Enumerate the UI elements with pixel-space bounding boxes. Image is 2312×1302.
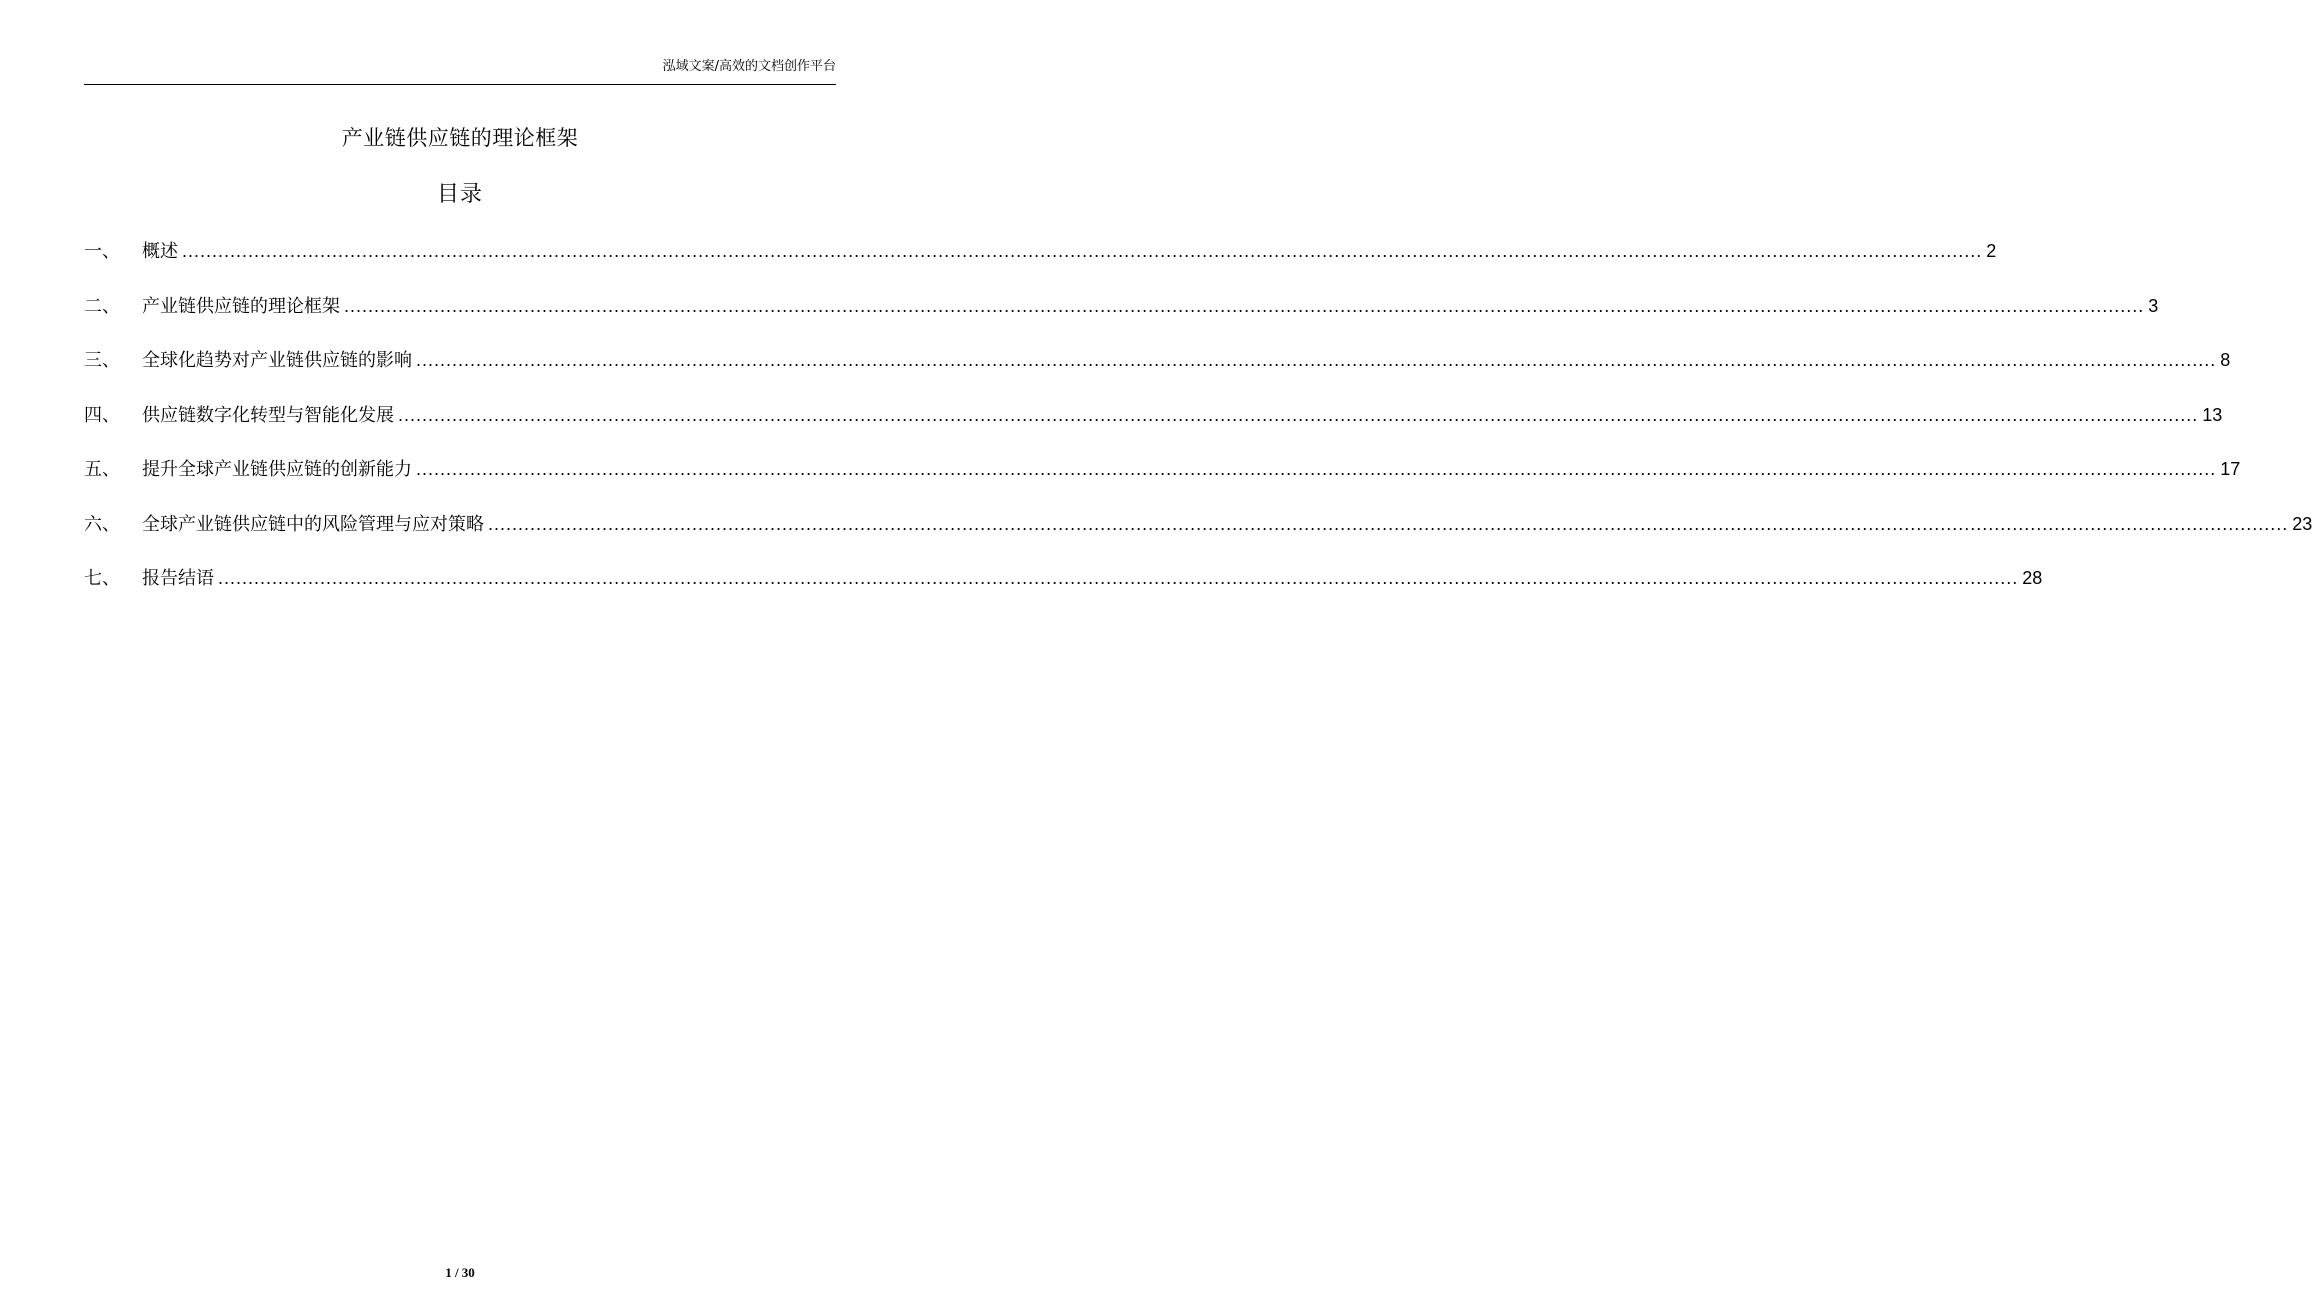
toc-entry-page[interactable]: 3 (2148, 295, 2159, 316)
toc-entry-title[interactable]: 全球化趋势对产业链供应链的影响 (142, 350, 412, 371)
toc-entry-number: 三、 (84, 350, 120, 371)
toc-entry-number: 七、 (84, 568, 120, 589)
toc-dot-leader: ............................................................................................................................................................................................................................................................................................................ (398, 404, 2199, 425)
toc-entry-page[interactable]: 28 (2022, 568, 2043, 588)
toc-entry-number: 六、 (84, 513, 120, 535)
toc-entry-page[interactable]: 17 (2220, 459, 2241, 479)
toc-entry[interactable] (84, 564, 2043, 592)
toc-entry-number: 四、 (84, 404, 120, 426)
toc-dot-leader: ............................................................................................................................................................................................................................................................................................................ (218, 568, 2019, 588)
toc-dot-leader: ............................................................................................................................................................................................................................................................................................................ (344, 295, 2145, 316)
toc-dot-leader: ............................................................................................................................................................................................................................................................................................................ (416, 350, 2217, 370)
toc-dot-leader: ............................................................................................................................................................................................................................................................................................................ (488, 513, 2289, 534)
toc-entry-title[interactable]: 提升全球产业链供应链的创新能力 (142, 459, 412, 480)
toc-entry-title[interactable]: 概述 (142, 241, 178, 262)
toc-entry-page[interactable]: 2 (1986, 241, 1997, 261)
toc-entry-title[interactable]: 报告结语 (142, 568, 214, 589)
toc-entry-number: 二、 (84, 295, 120, 317)
toc-entry-page[interactable]: 8 (2220, 350, 2231, 370)
page-indicator: 1 / 30 (445, 1265, 475, 1280)
toc-entry[interactable] (84, 292, 2159, 320)
toc-entry-title[interactable]: 供应链数字化转型与智能化发展 (142, 404, 394, 426)
toc-entry[interactable] (84, 510, 2312, 538)
toc-entry[interactable] (84, 401, 2223, 429)
header-divider (84, 84, 836, 85)
toc-entry[interactable] (84, 455, 2241, 483)
toc-heading: 目录 (436, 182, 483, 207)
toc-entry[interactable] (84, 346, 2231, 374)
header-brand-text: 泓域文案/高效的文档创作平台 (662, 59, 836, 74)
toc-entry-number: 五、 (84, 459, 120, 480)
toc-entry-page[interactable]: 13 (2202, 404, 2223, 425)
toc-dot-leader: ............................................................................................................................................................................................................................................................................................................ (182, 241, 1983, 261)
document-title: 产业链供应链的理论框架 (341, 126, 579, 150)
toc-entry[interactable] (84, 237, 1997, 265)
table-of-contents (84, 237, 2312, 619)
toc-entry-title[interactable]: 产业链供应链的理论框架 (142, 295, 340, 317)
toc-entry-page[interactable]: 23 (2292, 513, 2312, 534)
toc-entry-title[interactable]: 全球产业链供应链中的风险管理与应对策略 (142, 513, 484, 535)
toc-entry-number: 一、 (84, 241, 120, 262)
toc-dot-leader: ............................................................................................................................................................................................................................................................................................................ (416, 459, 2217, 479)
